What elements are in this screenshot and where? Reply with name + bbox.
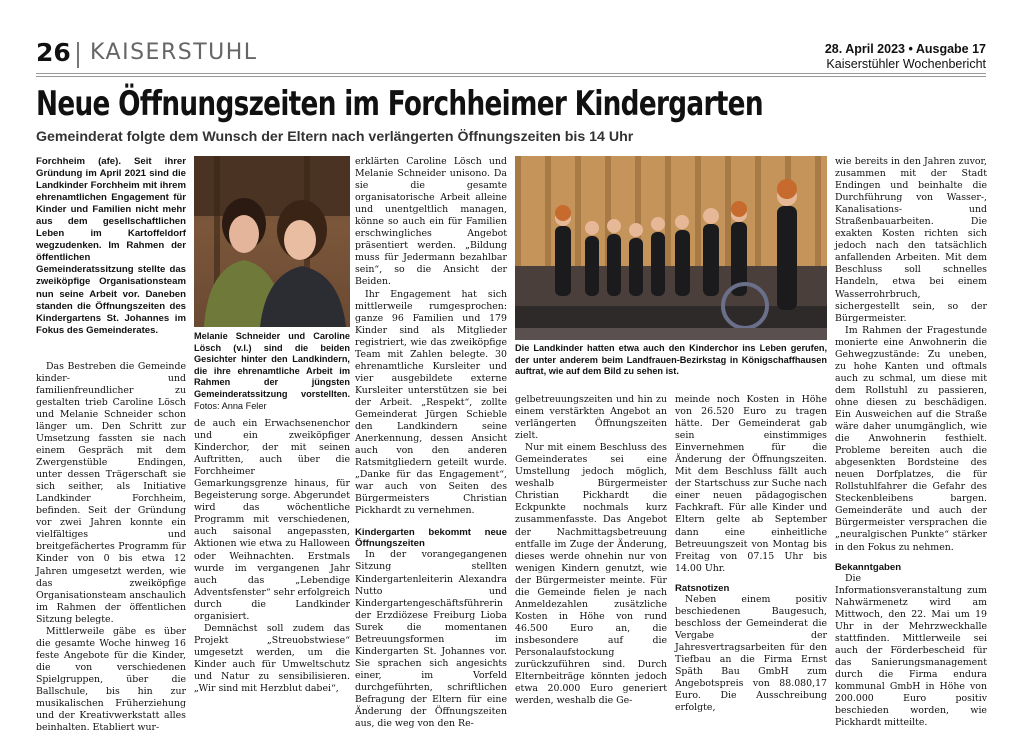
paragraph: Ihr Engagement hat sich mittlerweile rumgesprochen: ganze 96 Familien und 179 Kinder sind als Mitglieder registriert, wie das zweiköpfige Team mit Zahlen belegte. 30 ehrenamtliche Kursleiter und vier ausgebildete externe Kursleiter unterstützen sie bei der Arbeit. „Respekt“, zollte Gemeinderat Jürgen Schieble den Landkindern seine Anerkennung, dessen Ansicht auch von den anderen Ratsmitgliedern geteilt wurde. „Danke für das Engagement“, war auch von Seiten des Bürgermeisters Christian Pickhardt zu vernehmen.: [355, 288, 507, 517]
column-4: [515, 394, 667, 707]
paragraph: In der vorangegangenen Sitzung stellten Kindergartenleiterin Alexandra Nutto und Kindergartengeschäftsführerin der Erzdiözese Freiburg Lioba Surek die momentanen Betreuungsformen im Kindergarten St. Johannes vor. Sie sprachen sich angesichts einer, im Vorfeld durchgeführten, schriftlichen Befragung der Eltern für eine Änderung der Öffnungszeiten aus, die weg von den Re-: [355, 549, 507, 730]
paragraph: meinde noch Kosten in Höhe von 26.520 Euro zu tragen hätte. Der Gemeinderat gab sein einstimmiges Einvernehmen für die Änderung der Öffnungszeiten. Mit dem Beschluss fällt auch der Startschuss zur Suche nach einer neuen pädagogischen Fachkraft. Für alle Kinder und Eltern gelte ab September dann eine einheitliche Betreuungszeit von Montag bis Freitag von 07.15 Uhr bis 14.00 Uhr.: [675, 394, 827, 574]
choir-photo: [515, 156, 827, 340]
paragraph: Das Bestreben die Gemeinde kinder- und familienfreundlicher zu gestalten trieb Caroline Lösch und Melanie Schneider schon länger um. Den Schritt zur Umsetzung fassten sie nach einem Gespräch mit dem Zwergenstüble Endingen, unter dessen Trägerschaft sie sich seither, als Initiative Landkinder Forchheim, befinden. Seit der Gründung vor zwei Jahren konnte ein vielfältiges und breitgefächertes Programm für Kinder von 0 bis etwa 12 Jahren umgesetzt werden, wie das zweiköpfige Organisationsteam anschaulich im Rahmen der öffentlichen Sitzung belegte.: [36, 360, 186, 625]
paragraph: gelbetreuungszeiten und hin zu einem verstärkten Angebot an verlängerten Öffnungszeiten zielt.: [515, 394, 667, 442]
paragraph: Demnächst soll zudem das Projekt „Streuobstwiese“ umgesetzt werden, um die Kinder auch für Umweltschutz und Natur zu sensibilisieren. „Wir sind mit Herzblut dabei“,: [194, 622, 350, 695]
photo1-caption: [194, 331, 350, 412]
issue-date: 28. April 2023 • Ausgabe 17: [824, 42, 986, 56]
photo-childrens-choir: [515, 156, 827, 340]
subheading: Bekanntgaben: [835, 561, 902, 573]
article-subheadline: Gemeinderat folgte dem Wunsch der Eltern nach verlängerten Öffnungszeiten bis 14 Uhr: [36, 129, 634, 145]
header-rule: [36, 76, 986, 77]
column-5: [675, 394, 827, 714]
header-divider: [77, 42, 79, 68]
paragraph: Nur mit einem Beschluss des Gemeinderates sei eine Umstellung jedoch möglich, weshalb Bürgermeister Christian Pickhardt die Eckpunkte nochmals kurz zusammenfasste. Das Angebot der Nachmittagsbetreuung entfalle im Zuge der Änderung, dieses werde ohnehin nur von wenigen Kindern genutzt, wie der Bürgermeister meinte. Für die Gemeinde fielen je nach Anmeldezahlen zusätzliche Kosten in Höhe von rund 46.500 Euro an, die insbesondere auf die Personalaufstockung zurückzuführen sind. Durch Elternbeiträge könnten jedoch etwa 20.000 Euro generiert werden, weshalb die Ge-: [515, 442, 667, 707]
subheading: Kindergarten bekommt neue Öffnungszeiten: [355, 527, 507, 550]
column-2: [194, 418, 350, 695]
column-3: [355, 156, 507, 730]
column-1: [36, 156, 186, 734]
section-name: KAISERSTUHL: [90, 40, 258, 65]
paragraph: Mittlerweile gäbe es über die gesamte Woche hinweg 16 feste Angebote für die Kinder, die von verschiedenen Spielgruppen, über die Ballschule, bis hin zur musikalischen Früherziehung und der Kreativwerkstatt alles beinhalten. Etabliert wur-: [36, 625, 186, 734]
column-6: [835, 156, 987, 729]
paragraph: wie bereits in den Jahren zuvor, zusammen mit der Stadt Endingen und beinhalte die Durchführung von Wasser-, Kanalisations- und Straßenbauarbeiten. Die exakten Kosten richten sich jedoch nach den tatsächlich anfallenden Arbeiten. Mit dem Beschluss soll schnelles Handeln, etwa bei einem Wasserrohrbruch, sichergestellt sein, so der Bürgermeister.: [835, 156, 987, 324]
paragraph: Die Informationsveranstaltung zum Nahwärmenetz wird am Mittwoch, den 22. Mai um 19 Uhr in der Mehrzweckhalle stattfinden. Mittlerweile sei auch der Förderbescheid für das Sanierungsmanagement durch die Firma endura kommunal GmbH in Höhe von 200.000 Euro positiv beschieden worden, wie Pickhardt mitteilte.: [835, 572, 987, 729]
page-number: 26: [36, 38, 71, 67]
photo-two-women: [194, 156, 350, 327]
paragraph: Im Rahmen der Fragestunde monierte eine Anwohnerin die Gehwegzustände: Zu uneben, zu hohe Kanten und oftmals auch zu schmal, um diese mit dem Rollstuhl zu passieren, ohne diesen zu beschädigen. Ein Ausweichen auf die Straße wäre daher unumgänglich, wie die Anwohnerin festhielt. Probleme bereiten auch die abgesenkten Bordsteine des neuen Dorfplatzes, die für Rollstuhlfahrer die Gefahr des Steckenbleibens bargen. Gemeinderäte und auch der Bürgermeister versprachen die „neuralgischen Punkte“ stärker in den Fokus zu nehmen.: [835, 324, 987, 553]
paragraph: de auch ein Erwachsenenchor und ein zweiköpfiger Kinderchor, der mit seinen Auftritten, auch über die Forchheimer Gemarkungsgrenze hinaus, für Begeisterung sorge. Abgerundet wird das wöchentliche Programm mit verschiedenen, auch saisonal angepassten, Aktionen wie etwa zu Halloween oder Weihnachten. Erstmals wurde im vergangenen Jahr auch das „Lebendige Adventsfenster“ sehr erfolgreich durch die Landkinder organisiert.: [194, 418, 350, 622]
article-lead: Forchheim (afe). Seit ihrer Gründung im April 2021 sind die Landkinder Forchheim mit ihrem ehrenamtlichen Engagement für Kinder und Familien nicht mehr aus dem gesellschaftlichen Leben im Kartoffeldorf wegzudenken. Im Rahmen der öffentlichen Gemeinderatssitzung stellte das zweiköpfige Organisationsteam nun seine Arbeit vor. Daneben standen die Öffnungszeiten des Kindergartens St. Johannes im Fokus des Gemeinderates.: [36, 156, 186, 336]
subheading: Ratsnotizen: [675, 582, 730, 594]
portrait-photo: [194, 156, 350, 327]
header-rule: [36, 73, 986, 74]
paragraph: Neben einem positiv beschiedenen Baugesuch, beschloss der Gemeinderat die Vergabe der Jahresvertragsarbeiten für den Tiefbau an die Firma Ernst Späth Bau GmbH zum Angebotspreis von 88.080,17 Euro. Die Ausschreibung erfolgte,: [675, 593, 827, 714]
article-headline: Neue Öffnungszeiten im Forchheimer Kindergarten: [36, 84, 763, 124]
caption-text: Die Landkinder hatten etwa auch den Kinderchor ins Leben gerufen, der unter anderem beim Landfrauen-Bezirkstag in Königschaffhausen auftrat, wie auf dem Bild zu sehen ist.: [515, 343, 827, 377]
photo2-caption: [515, 343, 827, 378]
publication-name: Kaiserstühler Wochenbericht: [826, 57, 986, 71]
caption-text: Melanie Schneider und Caroline Lösch (v.l.) sind die beiden Gesichter hinter den Landkindern, die ihre ehrenamtliche Arbeit im Rahmen der jüngsten Gemeinderatssitzung vorstellten.: [194, 331, 350, 399]
photo-credit: Fotos: Anna Feler: [194, 400, 267, 411]
paragraph: erklärten Caroline Lösch und Melanie Schneider unisono. Da sie die gesamte organisatorische Arbeit alleine und unentgeltlich managen, könne so auch ein für Familien erschwingliches Angebot präsentiert werden. „Bildung muss für Jedermann bezahlbar sein“, so die Ansicht der Beiden.: [355, 156, 507, 288]
